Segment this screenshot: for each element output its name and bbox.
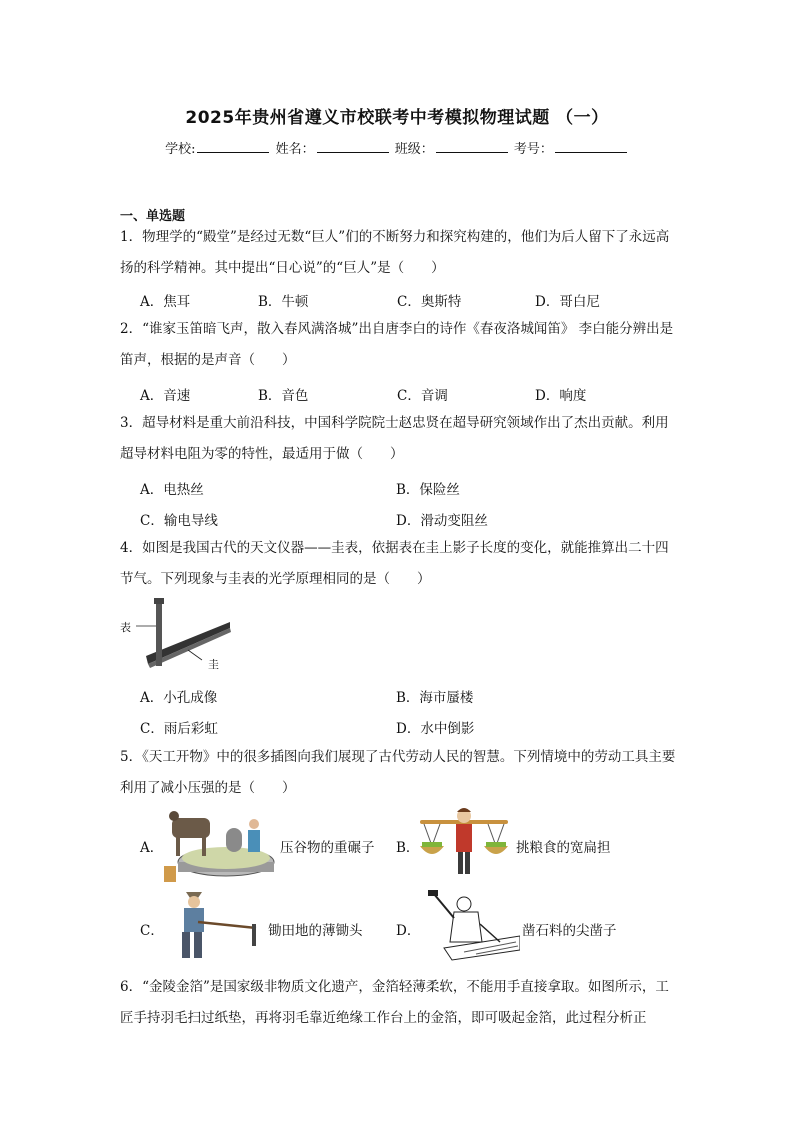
sharp-chisel-image [424, 888, 520, 966]
question-2-text: 2．“谁家玉笛暗飞声，散入春风满洛城”出自唐李白的诗作《春夜洛城闻笛》 李白能分辨出是笛声，根据的是声音（ ） [120, 321, 674, 368]
class-label: 班级： [394, 142, 434, 157]
section-heading: 一、单选题 [120, 209, 186, 224]
school-blank[interactable] [197, 140, 269, 153]
option-b[interactable]: B．海市蜃楼 [396, 690, 474, 706]
question-1-text: 1．物理学的“殿堂”是经过无数“巨人”们的不断努力和探究构建的，他们为后人留下了永远高扬的科学精神。其中提出“日心说”的“巨人”是（ ） [120, 229, 670, 276]
option-b[interactable]: B．牛顿 [258, 294, 309, 310]
biao-label: 表 [120, 621, 131, 634]
roller-illustration [164, 806, 280, 882]
option-c[interactable]: C．雨后彩虹 [140, 721, 218, 737]
option-b[interactable]: B．保险丝 [396, 482, 460, 498]
option-d[interactable]: D．水中倒影 [396, 721, 475, 737]
name-label: 姓名： [275, 142, 315, 157]
option-a[interactable]: A．音速 [140, 388, 191, 404]
option-d-letter: D． [396, 923, 421, 939]
option-c[interactable]: C．音调 [397, 388, 448, 404]
gui-label: 圭 [208, 658, 219, 671]
option-c[interactable]: C．输电导线 [140, 513, 218, 529]
exam-title: 2025年贵州省遵义市校联考中考模拟物理试题 （一） [185, 108, 609, 128]
sundial-illustration [118, 596, 238, 676]
option-a-caption: 压谷物的重碾子 [280, 840, 375, 856]
name-blank[interactable] [317, 140, 389, 153]
option-b[interactable]: B．音色 [258, 388, 309, 404]
option-d[interactable]: D．哥白尼 [535, 294, 600, 310]
number-blank[interactable] [555, 140, 627, 153]
chisel-illustration [424, 888, 520, 966]
school-label: 学校: [165, 142, 196, 157]
carrier-illustration [420, 806, 508, 882]
question-4-text: 4．如图是我国古代的天文仪器——圭表，依据表在圭上影子长度的变化，就能推算出二十四节气。下列现象与圭表的光学原理相同的是（ ） [120, 540, 669, 587]
option-a[interactable]: A．小孔成像 [140, 690, 218, 706]
option-a[interactable]: A．焦耳 [140, 294, 191, 310]
option-d[interactable]: D．响度 [535, 388, 587, 404]
option-c-caption: 锄田地的薄锄头 [268, 923, 363, 939]
option-b-letter: B． [396, 840, 420, 856]
option-a-letter: A． [140, 840, 164, 856]
option-d-caption: 凿石料的尖凿子 [522, 923, 617, 939]
question-3-text: 3．超导材料是重大前沿科技，中国科学院院士赵忠贤在超导研究领域作出了杰出贡献。利用超导材料电阻为零的特性，最适用于做（ ） [120, 415, 669, 462]
hoe-illustration [168, 884, 264, 966]
wide-pole-image [420, 806, 508, 882]
question-6-text: 6．“金陵金箔”是国家级非物质文化遗产，金箔轻薄柔软，不能用手直接拿取。如图所示，工匠手持羽毛扫过纸垫，再将羽毛靠近绝缘工作台上的金箔，即可吸起金箔，此过程分析正 [120, 979, 669, 1026]
number-label: 考号： [513, 142, 553, 157]
option-c-letter: C． [140, 923, 164, 939]
thin-hoe-image [168, 884, 264, 966]
option-d[interactable]: D．滑动变阻丝 [396, 513, 488, 529]
option-b-caption: 挑粮食的宽扁担 [516, 840, 611, 856]
option-c[interactable]: C．奥斯特 [397, 294, 462, 310]
class-blank[interactable] [436, 140, 508, 153]
student-info-line [0, 138, 794, 157]
guibiao-figure [118, 596, 238, 676]
option-a[interactable]: A．电热丝 [140, 482, 204, 498]
question-5-text: 5．《天工开物》中的很多插图向我们展现了古代劳动人民的智慧。下列情境中的劳动工具主要利用了减小压强的是（ ） [120, 749, 676, 796]
heavy-roller-image [164, 806, 280, 882]
